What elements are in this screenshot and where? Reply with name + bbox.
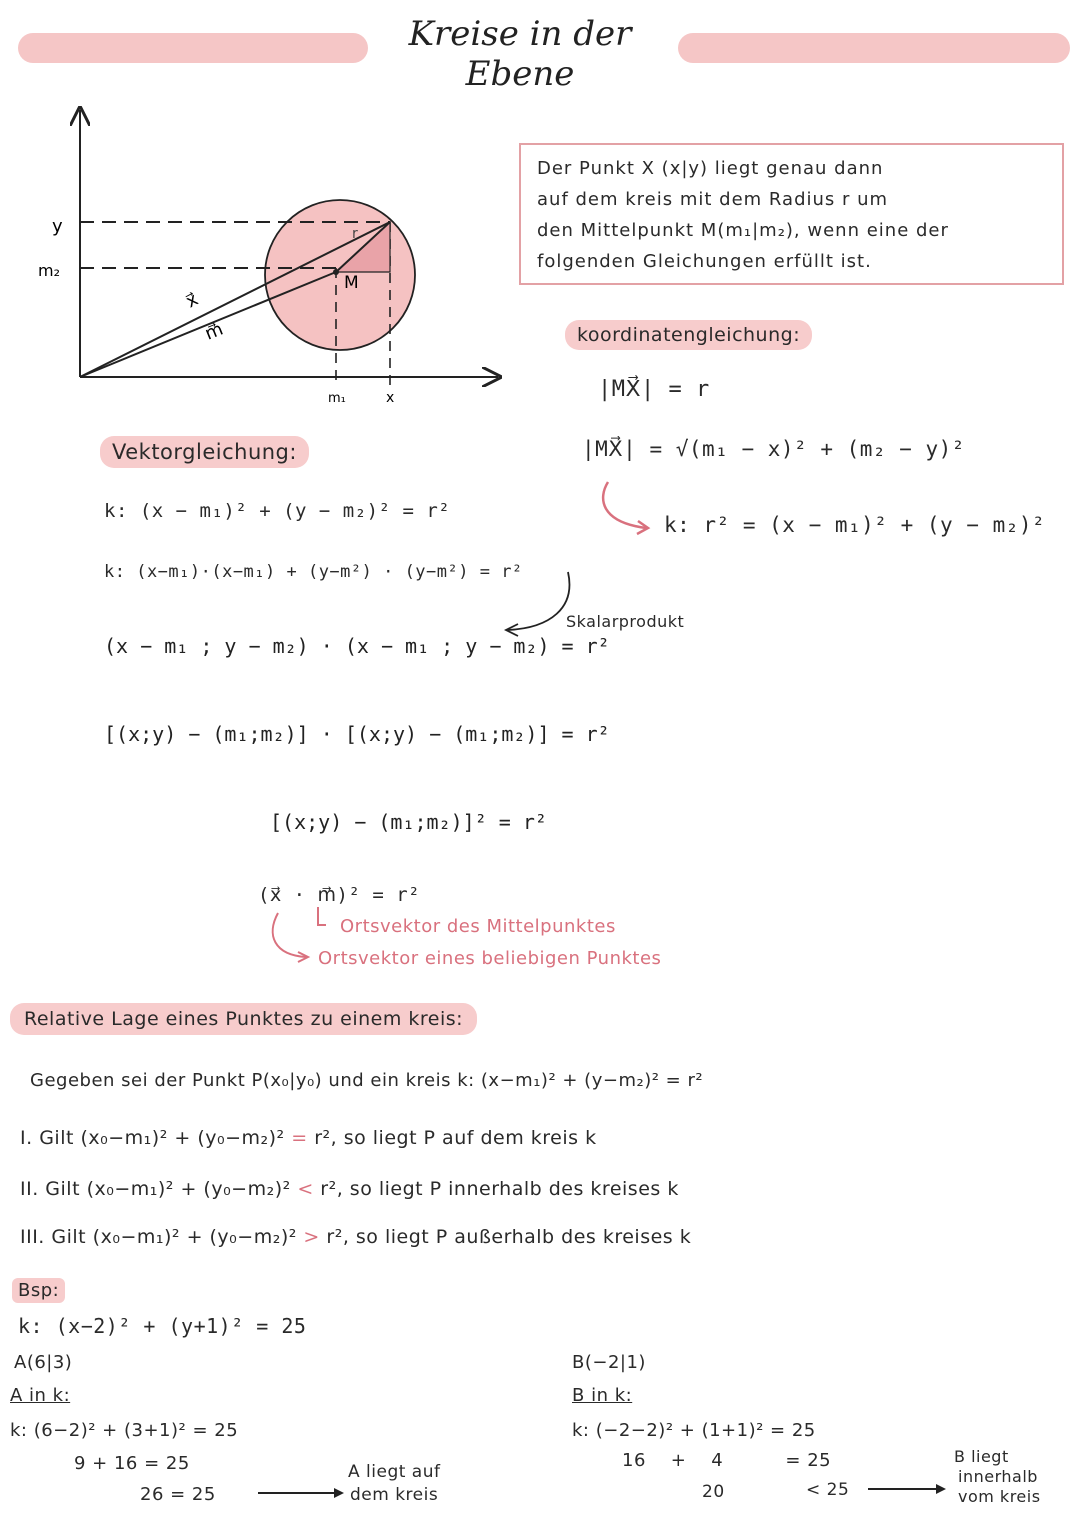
circle-diagram xyxy=(30,100,510,410)
vektor-matrix-2: [(x;y) − (m₁;m₂)] · [(x;y) − (m₁;m₂)] = r² xyxy=(104,722,610,746)
case-2-expr: Gilt (x₀−m₁)² + (y₀−m₂)² xyxy=(45,1178,291,1200)
example-a-sum: 9 + 16 = 25 xyxy=(74,1453,190,1474)
koordinaten-line-2: |MX⃗| = √(m₁ − x)² + (m₂ − y)² xyxy=(582,437,965,461)
definition-line-3: den Mittelpunkt M(m₁|m₂), wenn eine der xyxy=(537,220,949,241)
arrow-curve-icon xyxy=(596,478,656,538)
example-a-eq: k: (6−2)² + (3+1)² = 25 xyxy=(10,1420,239,1441)
example-b-note-3: vom kreis xyxy=(958,1487,1041,1506)
definition-line-4: folgenden Gleichungen erfüllt ist. xyxy=(537,251,872,272)
title-bar-left xyxy=(18,33,368,63)
vektor-line-2: k: (x−m₁)·(x−m₁) + (y−m²) · (y−m²) = r² xyxy=(104,562,523,582)
label-m2: m₂ xyxy=(38,261,60,280)
vektor-heading: Vektorgleichung: xyxy=(100,436,309,468)
example-a-res: 26 = 25 xyxy=(140,1484,216,1505)
case-2 xyxy=(20,1178,679,1200)
note-arrows-icon xyxy=(266,905,326,967)
case-1 xyxy=(20,1127,597,1149)
vektor-matrix-3: [(x;y) − (m₁;m₂)]² = r² xyxy=(270,810,547,834)
note-punkt: Ortsvektor eines beliebigen Punktes xyxy=(318,948,662,969)
case-3-expr: Gilt (x₀−m₁)² + (y₀−m₂)² xyxy=(51,1226,297,1248)
example-a-note-2: dem kreis xyxy=(350,1485,439,1505)
example-a-point: A(6|3) xyxy=(14,1352,73,1373)
example-b-res-1: 20 xyxy=(702,1482,725,1502)
case-2-num: II. xyxy=(20,1178,39,1200)
example-b-note-1: B liegt xyxy=(954,1447,1009,1466)
case-2-rest: r², so liegt P innerhalb des kreises k xyxy=(320,1178,679,1200)
vektor-line-vec: (x⃗ · m⃗)² = r² xyxy=(258,884,421,906)
definition-line-1: Der Punkt X (x|y) liegt genau dann xyxy=(537,158,884,179)
example-b-head: B in k: xyxy=(572,1385,633,1406)
label-radius: r xyxy=(352,226,358,242)
relative-given: Gegeben sei der Punkt P(x₀|y₀) und ein kreis k: (x−m₁)² + (y−m₂)² = r² xyxy=(30,1070,704,1091)
arrow-right-icon xyxy=(258,1486,348,1500)
example-b-sum: 16 + 4 = 25 xyxy=(622,1450,832,1471)
label-x: x xyxy=(386,390,395,406)
definition-line-2: auf dem kreis mit dem Radius r um xyxy=(537,189,889,210)
definition-box xyxy=(519,143,1064,285)
example-label: Bsp: xyxy=(12,1278,65,1303)
case-3-rest: r², so liegt P außerhalb des kreises k xyxy=(326,1226,692,1248)
label-m1: m₁ xyxy=(328,391,346,406)
example-b-eq: k: (−2−2)² + (1+1)² = 25 xyxy=(572,1420,816,1441)
koordinaten-line-1: |MX⃗| = r xyxy=(598,377,710,402)
case-1-op: = xyxy=(291,1127,308,1149)
example-a-note-1: A liegt auf xyxy=(348,1462,441,1482)
example-b-note-2: innerhalb xyxy=(958,1467,1038,1486)
koordinaten-line-3: k: r² = (x − m₁)² + (y − m₂)² xyxy=(664,513,1046,537)
vektor-matrix-1: (x − m₁ ; y − m₂) · (x − m₁ ; y − m₂) = r² xyxy=(104,634,610,658)
example-circle: k: (x−2)² + (y+1)² = 25 xyxy=(18,1314,307,1338)
label-vec-m: m⃗ xyxy=(202,318,227,345)
case-3 xyxy=(20,1226,691,1248)
page-title: Kreise in der Ebene xyxy=(408,14,632,94)
skalarprodukt-label: Skalarprodukt xyxy=(566,612,685,631)
case-3-op: > xyxy=(303,1226,320,1248)
label-y: y xyxy=(52,216,63,237)
case-1-rest: r², so liegt P auf dem kreis k xyxy=(314,1127,597,1149)
vektor-line-1: k: (x − m₁)² + (y − m₂)² = r² xyxy=(104,500,451,522)
example-a-head: A in k: xyxy=(10,1385,71,1406)
case-1-num: I. xyxy=(20,1127,33,1149)
koordinaten-heading: koordinatengleichung: xyxy=(565,320,812,350)
title-bar-right xyxy=(678,33,1070,63)
label-vec-x: x⃗ xyxy=(182,288,202,313)
example-b-point: B(−2|1) xyxy=(572,1352,646,1373)
relative-heading: Relative Lage eines Punktes zu einem kreis: xyxy=(10,1003,477,1035)
example-b-res-2: < 25 xyxy=(806,1480,850,1500)
case-3-num: III. xyxy=(20,1226,45,1248)
case-1-expr: Gilt (x₀−m₁)² + (y₀−m₂)² xyxy=(39,1127,285,1149)
case-2-op: < xyxy=(297,1178,314,1200)
note-mittelpunkt: Ortsvektor des Mittelpunktes xyxy=(340,916,616,937)
label-center: M xyxy=(344,273,359,293)
arrow-right-b-icon xyxy=(868,1482,950,1496)
